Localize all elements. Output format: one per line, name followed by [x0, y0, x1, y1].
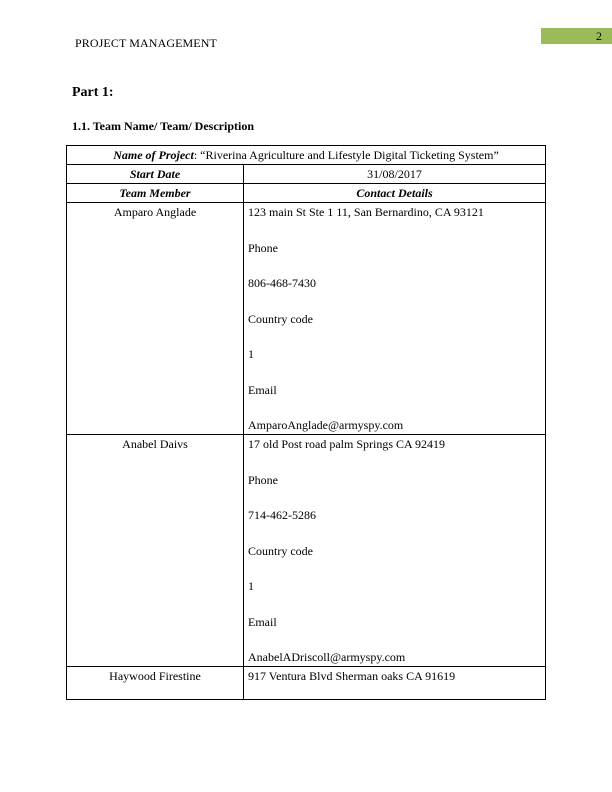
start-date-label: Start Date — [67, 165, 244, 184]
contact-email: AmparoAnglade@armyspy.com — [248, 418, 404, 432]
table-row — [67, 203, 546, 435]
start-date-value: 31/08/2017 — [244, 165, 546, 184]
contact-country-code: 1 — [248, 347, 254, 361]
contact-email-label: Email — [248, 614, 277, 629]
contact-details — [244, 203, 546, 435]
member-name: Amparo Anglade — [67, 203, 244, 435]
project-name-cell — [67, 146, 546, 165]
project-name-label: Name of Project — [113, 148, 194, 162]
member-name: Haywood Firestine — [67, 667, 244, 700]
contact-phone: 806-468-7430 — [248, 276, 316, 290]
part-heading: Part 1: — [72, 85, 114, 100]
contact-details-header: Contact Details — [244, 184, 546, 203]
section-heading: 1.1. Team Name/ Team/ Description — [72, 119, 254, 133]
contact-address: 123 main St Ste 1 11, San Bernardino, CA 93121 — [248, 205, 484, 219]
team-member-header: Team Member — [67, 184, 244, 203]
contact-email: AnabelADriscoll@armyspy.com — [248, 650, 406, 664]
contact-address: 17 old Post road palm Springs CA 92419 — [248, 437, 446, 451]
table-row — [67, 435, 546, 667]
page-number: 2 — [596, 29, 602, 43]
page-number-box — [541, 28, 612, 44]
contact-country-code-label: Country code — [248, 543, 313, 558]
member-name: Anabel Daivs — [67, 435, 244, 667]
table-header-row — [67, 184, 546, 203]
team-table — [66, 145, 546, 700]
contact-country-code: 1 — [248, 579, 254, 593]
contact-details — [244, 667, 546, 700]
table-row — [67, 667, 546, 700]
contact-details — [244, 435, 546, 667]
project-name-row — [67, 146, 546, 165]
running-head: PROJECT MANAGEMENT — [75, 36, 217, 50]
contact-email-label: Email — [248, 382, 277, 397]
project-name-value: : “Riverina Agriculture and Lifestyle Digital Ticketing System” — [193, 148, 499, 162]
contact-phone-label: Phone — [248, 472, 278, 487]
contact-blank-line — [248, 683, 541, 697]
contact-phone: 714-462-5286 — [248, 508, 316, 522]
contact-phone-label: Phone — [248, 240, 278, 255]
contact-country-code-label: Country code — [248, 311, 313, 326]
contact-address: 917 Ventura Blvd Sherman oaks CA 91619 — [248, 669, 456, 683]
start-date-row — [67, 165, 546, 184]
